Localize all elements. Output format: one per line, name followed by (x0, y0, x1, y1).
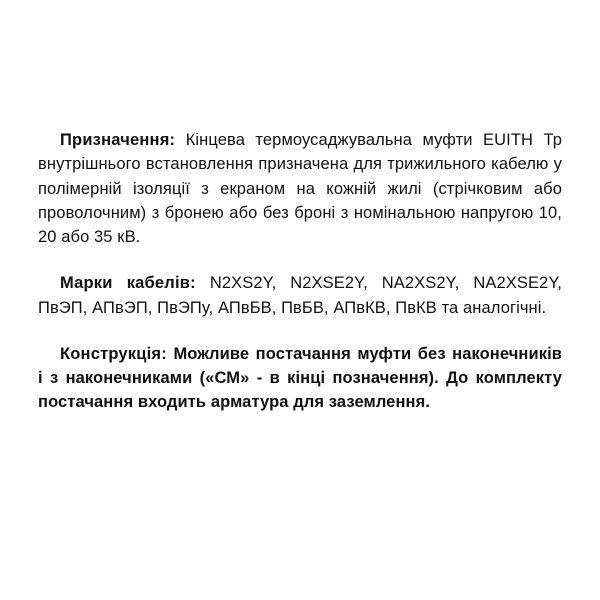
section-cable-brands (38, 271, 562, 320)
section-construction-body: Можливе постачання муфти без наконечників і з наконечниками («СМ» - в кінці позначення). До комплекту постачання входить арматура для заземлення. (38, 344, 563, 412)
section-purpose-body: Кінцева термоусаджувальна муфти EUITH Тр внутрішнього встановлення призначена для трижильного кабелю у полімерній ізоляції з екраном на кожній жилі (стрічковим або проволочним) з бронею або без броні з номінальною напругою 10, 20 або 35 кВ. (38, 131, 562, 246)
section-construction-lead: Конструкція: (60, 344, 167, 363)
section-purpose-lead: Призначення: (60, 131, 176, 149)
section-cable-brands-body: N2XS2Y, N2XSE2Y, NA2XS2Y, NA2XSE2Y, ПвЭП, АПвЭП, ПвЭПу, АПвБВ, ПвБВ, АПвКВ, ПвКВ та аналогічні. (38, 274, 562, 317)
section-construction (38, 342, 562, 415)
section-purpose (38, 128, 562, 249)
section-cable-brands-lead: Марки кабелів: (60, 274, 196, 293)
